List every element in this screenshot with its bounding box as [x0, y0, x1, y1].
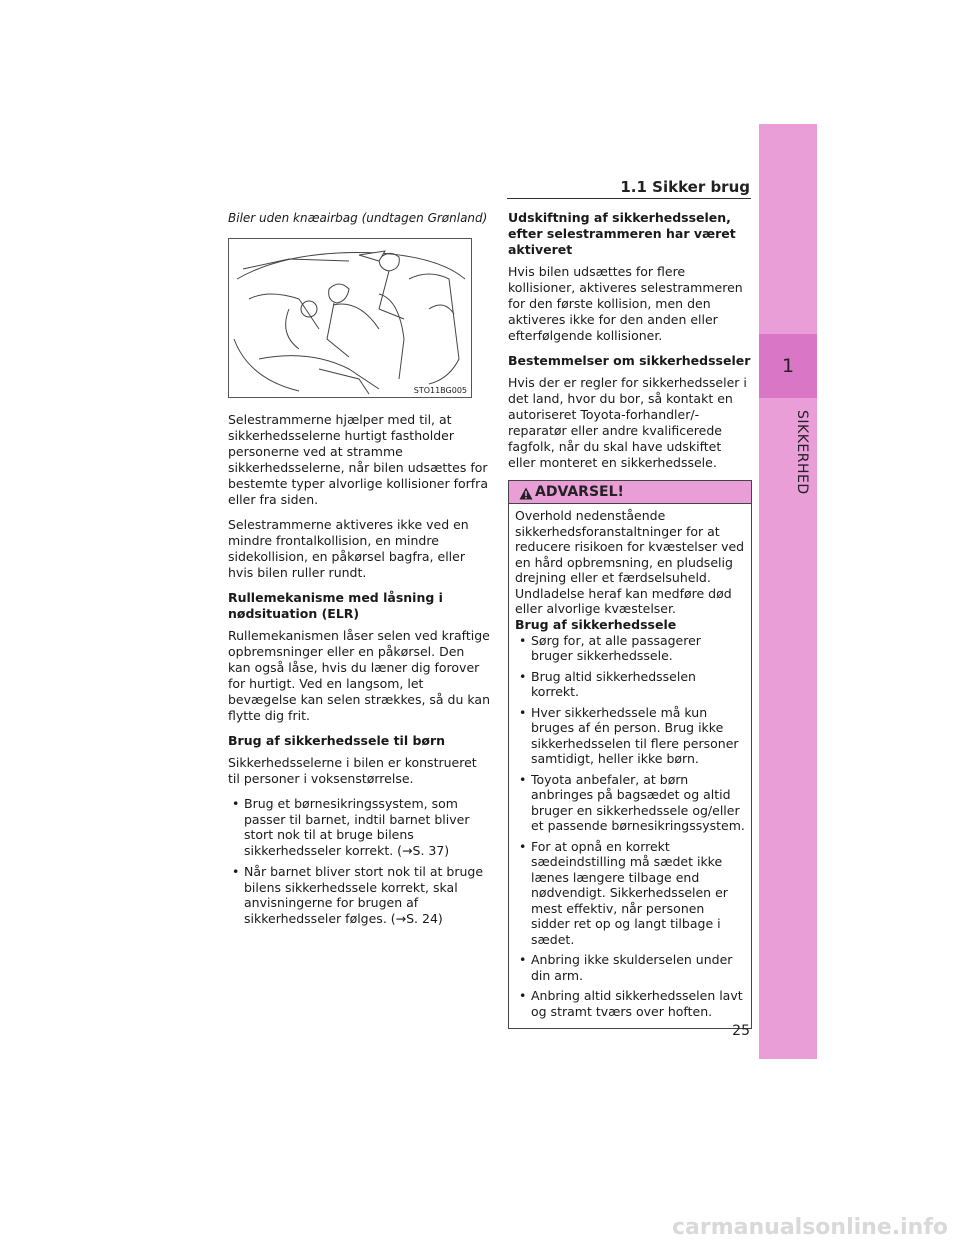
warning-title: ADVARSEL! — [535, 484, 624, 500]
warning-subheading: Brug af sikkerhedssele — [515, 616, 677, 632]
figure-caption: Biler uden knæairbag (undtagen Grønland) — [228, 211, 488, 225]
warning-box — [508, 480, 752, 1029]
list-item: • Anbring altid sikkerhedsselen lavt og stramt tværs over hoften. — [515, 988, 745, 1019]
warning-triangle-icon — [519, 485, 533, 504]
chapter-number: 1 — [781, 355, 795, 377]
warning-header — [509, 481, 751, 504]
paragraph: Selestrammerne aktiveres ikke ved en mindre frontalkollision, en mindre sidekollision, en påkørsel bagfra, eller hvis bilen ruller rundt. — [228, 517, 469, 580]
paragraph: Selestrammerne hjælper med til, at sikkerhedsselerne hurtigt fastholder personerne ved at stramme sikkerhedsselerne, når bilen udsættes for bestemte typer alvorlige kollisioner forfra eller fra siden. — [228, 412, 488, 507]
bullet-list — [228, 796, 490, 926]
figure-code: STO11BG005 — [413, 386, 467, 395]
right-column — [508, 210, 752, 1029]
list-item: • For at opnå en korrekt sædeindstilling må sædet ikke lænes længere tilbage end nødvendigt. Sikkerhedsselen er mest effektiv, når personen sidder ret op og langt tilbage i sædet. — [515, 839, 745, 948]
left-column — [228, 208, 490, 932]
paragraph: Rullemekanismen låser selen ved kraftige opbremsninger eller en påkørsel. Den kan også låse, hvis du læner dig forover for hurtigt. Ved en langsom, let bevægelse kan selen strækkes, så du kan flytte dig frit. — [228, 628, 490, 723]
section-title: 1.1 Sikker brug — [620, 178, 750, 196]
seatbelt-illustration — [228, 238, 472, 398]
warning-body — [509, 504, 751, 1028]
list-item: • Sørg for, at alle passagerer bruger sikkerhedssele. — [515, 633, 745, 664]
page-number: 25 — [732, 1023, 750, 1039]
subheading-rules: Bestemmelser om sikkerhedsseler — [508, 353, 751, 368]
header-rule — [507, 198, 751, 199]
car-interior-drawing — [229, 239, 471, 397]
list-item: • Anbring ikke skulderselen under din arm. — [515, 952, 745, 983]
subheading-replace: Udskiftning af sikkerhedsselen, efter selestrammeren har været aktiveret — [508, 210, 736, 257]
chapter-side-tab — [759, 124, 817, 1059]
paragraph: Hvis bilen udsættes for flere kollisioner, aktiveres selestrammeren for den første kollision, men den aktiveres ikke for den anden eller efterfølgende kollisioner. — [508, 264, 743, 343]
list-item: • Hver sikkerhedssele må kun bruges af én person. Brug ikke sikkerhedsselen til flere personer samtidigt, heller ikke børn. — [515, 705, 745, 767]
watermark: carmanualsonline.info — [672, 1215, 948, 1240]
subheading-child: Brug af sikkerhedssele til børn — [228, 733, 446, 748]
subheading-elr: Rullemekanisme med låsning i nødsituation (ELR) — [228, 590, 443, 621]
paragraph: Hvis der er regler for sikkerhedsseler i det land, hvor du bor, så kontakt en autoriseret Toyota-forhandler/-reparatør eller andre kvalificerede fagfolk, når du skal have udskiftet eller monteret en sikkerhedssele. — [508, 375, 747, 470]
warning-intro: Overhold nedenstående sikkerhedsforanstaltninger for at reducere risikoen for kvæstelser ved en hård opbremsning, en pludselig drejning eller et færdselsuheld. Undladelse heraf kan medføre død eller alvorlige kvæstelser. — [515, 508, 745, 616]
warning-bullet-list — [515, 633, 745, 1020]
paragraph: Sikkerhedsselerne i bilen er konstrueret til personer i voksenstørrelse. — [228, 755, 477, 786]
chapter-label: SIKKERHED — [794, 410, 810, 495]
list-item: • Toyota anbefaler, at børn anbringes på bagsædet og altid bruger en sikkerhedssele og/eller et passende børnesikringssystem. — [515, 772, 745, 834]
list-item: • Når barnet bliver stort nok til at bruge bilens sikkerhedssele korrekt, skal anvisningerne for brugen af sikkerhedsseler følges. (→S. 24) — [228, 864, 490, 926]
list-item: • Brug et børnesikringssystem, som passer til barnet, indtil barnet bliver stort nok til at bruge bilens sikkerhedsseler korrekt. (→S. 37) — [228, 796, 490, 858]
list-item: • Brug altid sikkerhedsselen korrekt. — [515, 669, 745, 700]
